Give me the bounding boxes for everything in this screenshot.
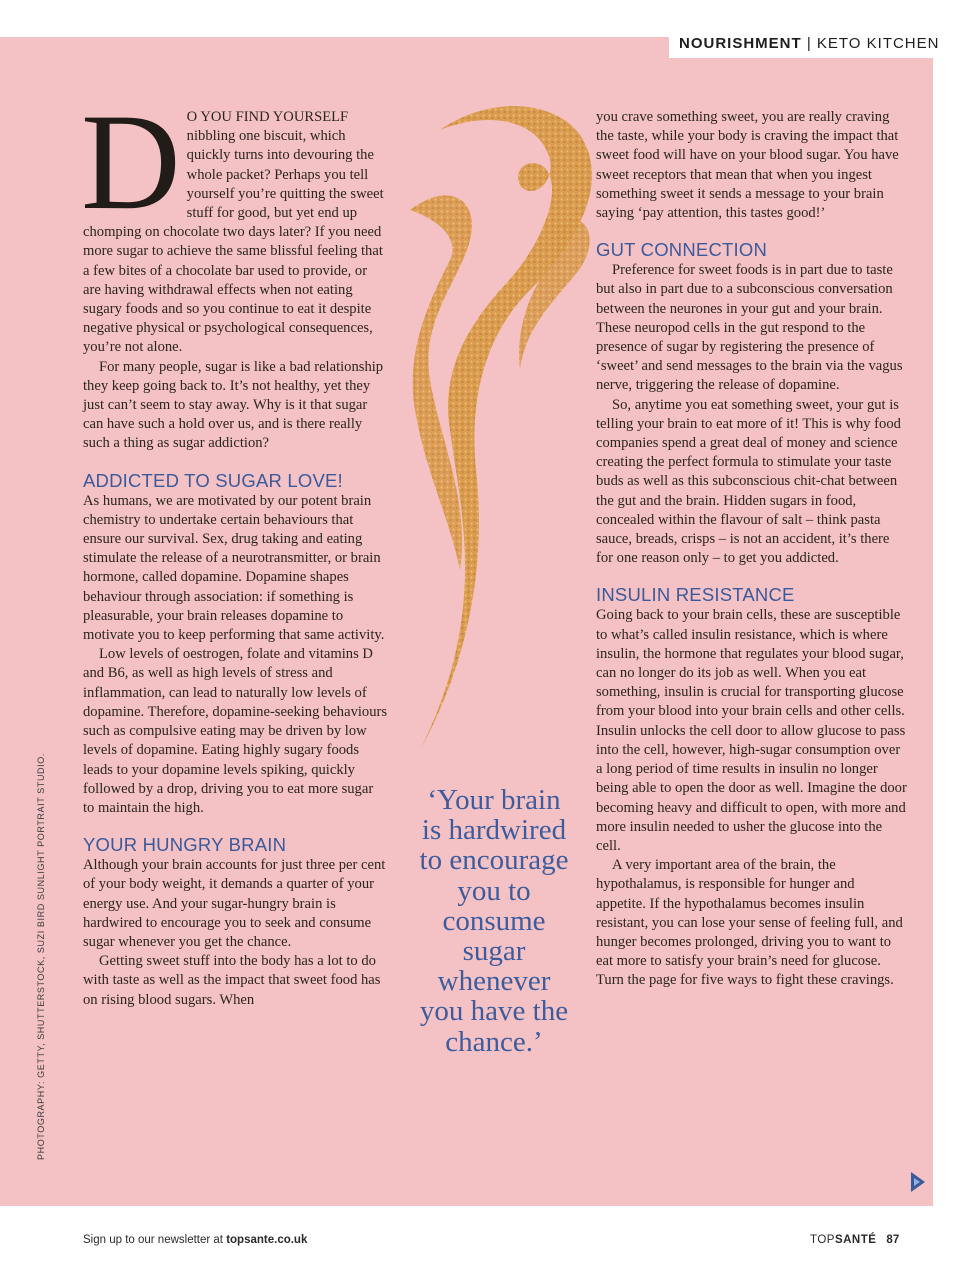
section-label: NOURISHMENT [679, 35, 802, 52]
intro-paragraph [81, 85, 388, 358]
body-paragraph: you crave something sweet, you are really craving the taste, while your body is craving the impact that sweet food will have on your blood sugar. You have sweet receptors that mean that when you ingest something sweet it sends a message to your brain saying ‘pay attention, this tastes good!’ [596, 109, 899, 222]
right-column [596, 108, 908, 991]
body-paragraph: As humans, we are motivated by our potent brain chemistry to undertake certain behaviours that ensure our survival. Sex, drug taking and eating stimulate the release of a neurotransmitter, or brain hormone, called dopamine. Dopamine shapes behaviour through association: if something is pleasurable, your brain releases dopamine to motivate you to keep performing that same activity. [83, 492, 385, 644]
heading-insulin-resistance: INSULIN RESISTANCE [596, 584, 795, 606]
drop-cap: D [81, 85, 181, 238]
body-paragraph: A very important area of the brain, the hypothalamus, is responsible for hunger and appetite. If the hypothalamus becomes insulin resistant, you can lose your sense of feeling full, and hunger becomes prolonged, driving you to want to eat more to satisfy your brain’s need for glucose. Turn the page for five ways to fight these cravings. [596, 857, 903, 989]
subsection-label: KETO KITCHEN [816, 35, 940, 52]
section-separator: | [801, 35, 817, 52]
body-paragraph: So, anytime you eat something sweet, your gut is telling your brain to eat more of it! This is why food companies spend a great deal of money and science creating the perfect formula to stimulate your taste buds as well as this subconscious chit-chat between the gut and the brain. Hidden sugars in food, concealed within the flavour of salt – think pasta sauce, breads, crisps – is not an accident, it’s there for one reason only – to get you addicted. [596, 396, 901, 567]
body-paragraph: Going back to your brain cells, these are susceptible to what’s called insulin resistance, which is where insulin, the hormone that regulates your blood sugar, can no longer do its job as well. When you eat something, insulin is crucial for transporting glucose from your blood into your brain cells and other cells. Insulin unlocks the cell door to allow glucose to pass into the cell, however, high-sugar consumption over a long period of time results in insulin no longer being able to open the door as well. Imagine the door becoming heavy and difficult to open, with more and more insulin needed to usher the glucose into the cell. [596, 607, 907, 854]
section-header [669, 30, 970, 58]
intro-text: nibbling one biscuit, which quickly turns into devouring the whole packet? Perhaps you tell yourself you’re quitting the sweet stuff for good, but yet end up chomping on chocolate two days later? If you need more sugar to achieve the same blissful feeling that a few bites of a chocolate bar used to provide, or are having withdrawal effects when not eating sugary foods and so you continue to eat it despite negative physical or psychological consequences, you’re not alone. [83, 128, 384, 356]
brand-sante: SANTÉ [834, 1234, 877, 1246]
page-number: 87 [886, 1234, 900, 1246]
body-paragraph: Getting sweet stuff into the body has a lot to do with taste as well as the impact that sweet food has on rising blood sugars. When [83, 953, 381, 1008]
body-paragraph: Preference for sweet foods is in part due to taste but also in part due to a subconscious conversation between the neurones in your gut and your brain. These neuropod cells in the gut respond to the presence of sugar by registering the presence of ‘sweet’ and send messages to the brain via the vagus nerve, triggering the release of dopamine. [596, 262, 903, 394]
left-column [81, 85, 388, 1010]
pull-quote: ‘Your brain is hardwired to encourage you to consume sugar whenever you have the chance.’ [419, 784, 569, 1058]
newsletter-link[interactable]: topsante.co.uk [226, 1234, 308, 1246]
newsletter-footer [83, 1234, 307, 1246]
page-footer [810, 1234, 899, 1246]
heading-your-hungry-brain: YOUR HUNGRY BRAIN [83, 834, 287, 856]
photo-credit: PHOTOGRAPHY: GETTY, SHUTTERSTOCK, SUZI BIRD SUNLIGHT PORTRAIT STUDIO. [36, 753, 46, 1160]
newsletter-text: Sign up to our newsletter at [83, 1234, 227, 1246]
body-paragraph: For many people, sugar is like a bad relationship they keep going back to. It’s not healthy, yet they just can’t seem to stay away. Why is it that sugar can have such a hold over us, and is there really such a thing as sugar addiction? [83, 358, 384, 452]
next-page-arrow-icon[interactable] [909, 1170, 927, 1194]
intro-caps: O YOU FIND YOURSELF [186, 109, 349, 125]
heading-addicted-to-sugar-love: ADDICTED TO SUGAR LOVE! [83, 469, 343, 491]
body-paragraph: Low levels of oestrogen, folate and vitamins D and B6, as well as high levels of stress and inflammation, can lead to naturally low levels of dopamine. Therefore, dopamine-seeking behaviours such as compulsive eating may be driven by low levels of dopamine. Eating highly sugary foods leads to your dopamine levels spiking, quickly followed by a drop, driving you to eat more sugar to maintain the high. [83, 646, 388, 816]
heading-gut-connection: GUT CONNECTION [596, 239, 768, 261]
brown-sugar-swirl-image [380, 90, 610, 790]
body-paragraph: Although your brain accounts for just three per cent of your body weight, it demands a quarter of your energy use. And your sugar-hungry brain is hardwired to encourage you to seek and consume sugar whenever you get the chance. [83, 857, 386, 950]
brand-top: TOP [810, 1234, 835, 1246]
brand-logo [810, 1234, 876, 1246]
